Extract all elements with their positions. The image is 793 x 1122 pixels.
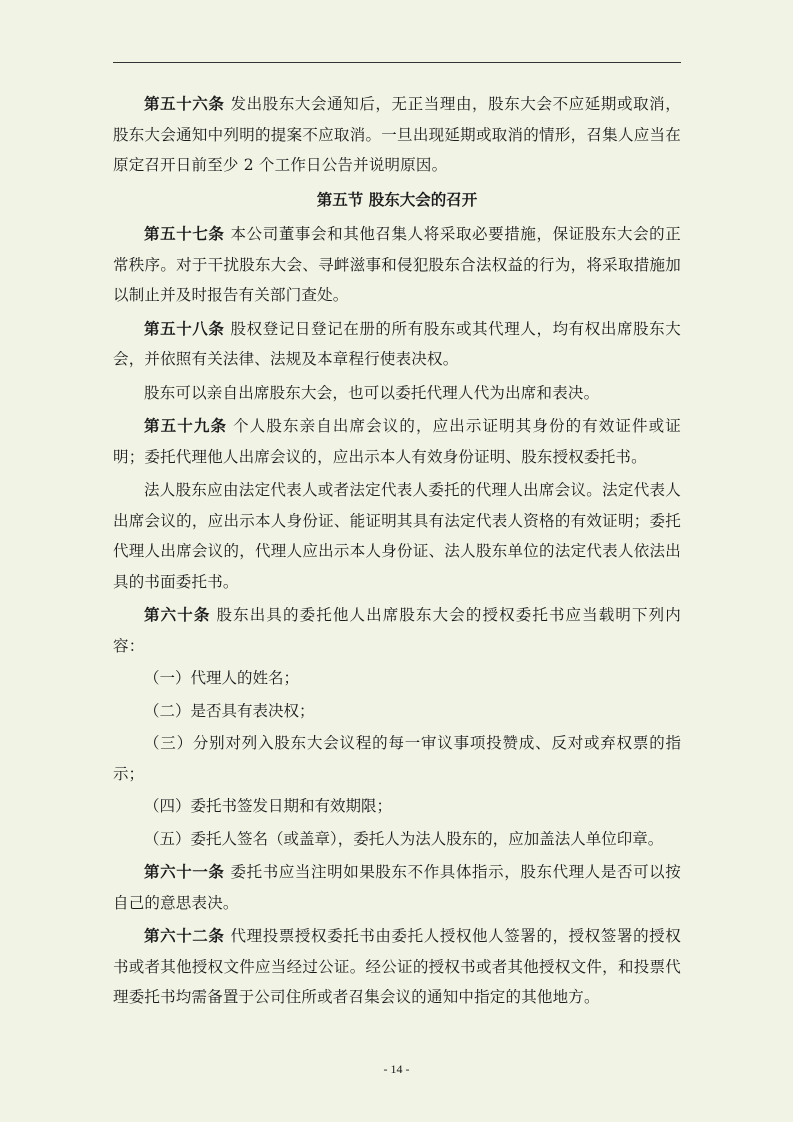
list-item: （五）委托人签名（或盖章），委托人为法人股东的，应加盖法人单位印章。: [144, 829, 664, 848]
article-text: 股权登记日登记在册的所有股东或其代理人，均有权出席股东大会，并依照有关法律、法规及本章程行使表决权。: [113, 319, 681, 368]
article-text: 股东出具的委托他人出席股东大会的授权委托书应当载明下列内容：: [113, 606, 681, 655]
list-item: （四）委托书签发日期和有效期限；: [144, 797, 393, 815]
article-59: [113, 411, 681, 472]
article-57: [113, 219, 681, 311]
header-rule: [113, 62, 681, 63]
section-title: 第五节 股东大会的召开: [316, 190, 478, 209]
article-number: 第五十九条: [144, 417, 228, 435]
list-item: （一）代理人的姓名；: [144, 669, 300, 687]
article-62: [113, 921, 681, 1013]
article-number: 第五十七条: [144, 225, 225, 243]
document-body: [113, 89, 681, 1013]
article-number: 第六十二条: [144, 927, 225, 945]
article-59-paragraph-2: 法人股东应由法定代表人或者法定代表人委托的代理人出席会议。法定代表人出席会议的，应出示本人身份证、能证明其具有法定代表人资格的有效证明；委托代理人出席会议的，代理人应出示本人身份证、法人股东单位的法定代表人依法出具的书面委托书。: [113, 481, 681, 591]
article-60: [113, 600, 681, 661]
article-text: 委托书应当注明如果股东不作具体指示，股东代理人是否可以按自己的意思表决。: [113, 863, 681, 912]
article-58: [113, 314, 681, 375]
list-item: （二）是否具有表决权；: [144, 701, 315, 720]
article-number: 第六十一条: [144, 863, 225, 881]
article-number: 第六十条: [144, 606, 211, 624]
article-number: 第五十六条: [144, 95, 225, 113]
article-text: 个人股东亲自出席会议的，应出示证明其身份的有效证件或证明；委托代理他人出席会议的，应出示本人有效身份证明、股东授权委托书。: [113, 417, 681, 466]
article-56: [113, 89, 681, 181]
list-item: （三）分别对列入股东大会议程的每一审议事项投赞成、反对或弃权票的指示；: [113, 734, 681, 783]
article-58-paragraph-2: 股东可以亲自出席股东大会，也可以委托代理人代为出席和表决。: [144, 383, 600, 402]
article-text: 代理投票授权委托书由委托人授权他人签署的，授权签署的授权书或者其他授权文件应当经过公证。经公证的授权书或者其他授权文件，和投票代理委托书均需备置于公司住所或者召集会议的通知中指定的其他地方。: [113, 927, 681, 1006]
article-text: 本公司董事会和其他召集人将采取必要措施，保证股东大会的正常秩序。对于干扰股东大会、寻衅滋事和侵犯股东合法权益的行为，将采取措施加以制止并及时报告有关部门查处。: [113, 225, 681, 304]
page-number: - 14 -: [383, 1062, 410, 1076]
article-61: [113, 857, 681, 918]
article-text: 发出股东大会通知后，无正当理由，股东大会不应延期或取消，股东大会通知中列明的提案不应取消。一旦出现延期或取消的情形，召集人应当在原定召开日前至少 2 个工作日公告并说明原因。: [113, 95, 681, 174]
article-number: 第五十八条: [144, 319, 225, 338]
